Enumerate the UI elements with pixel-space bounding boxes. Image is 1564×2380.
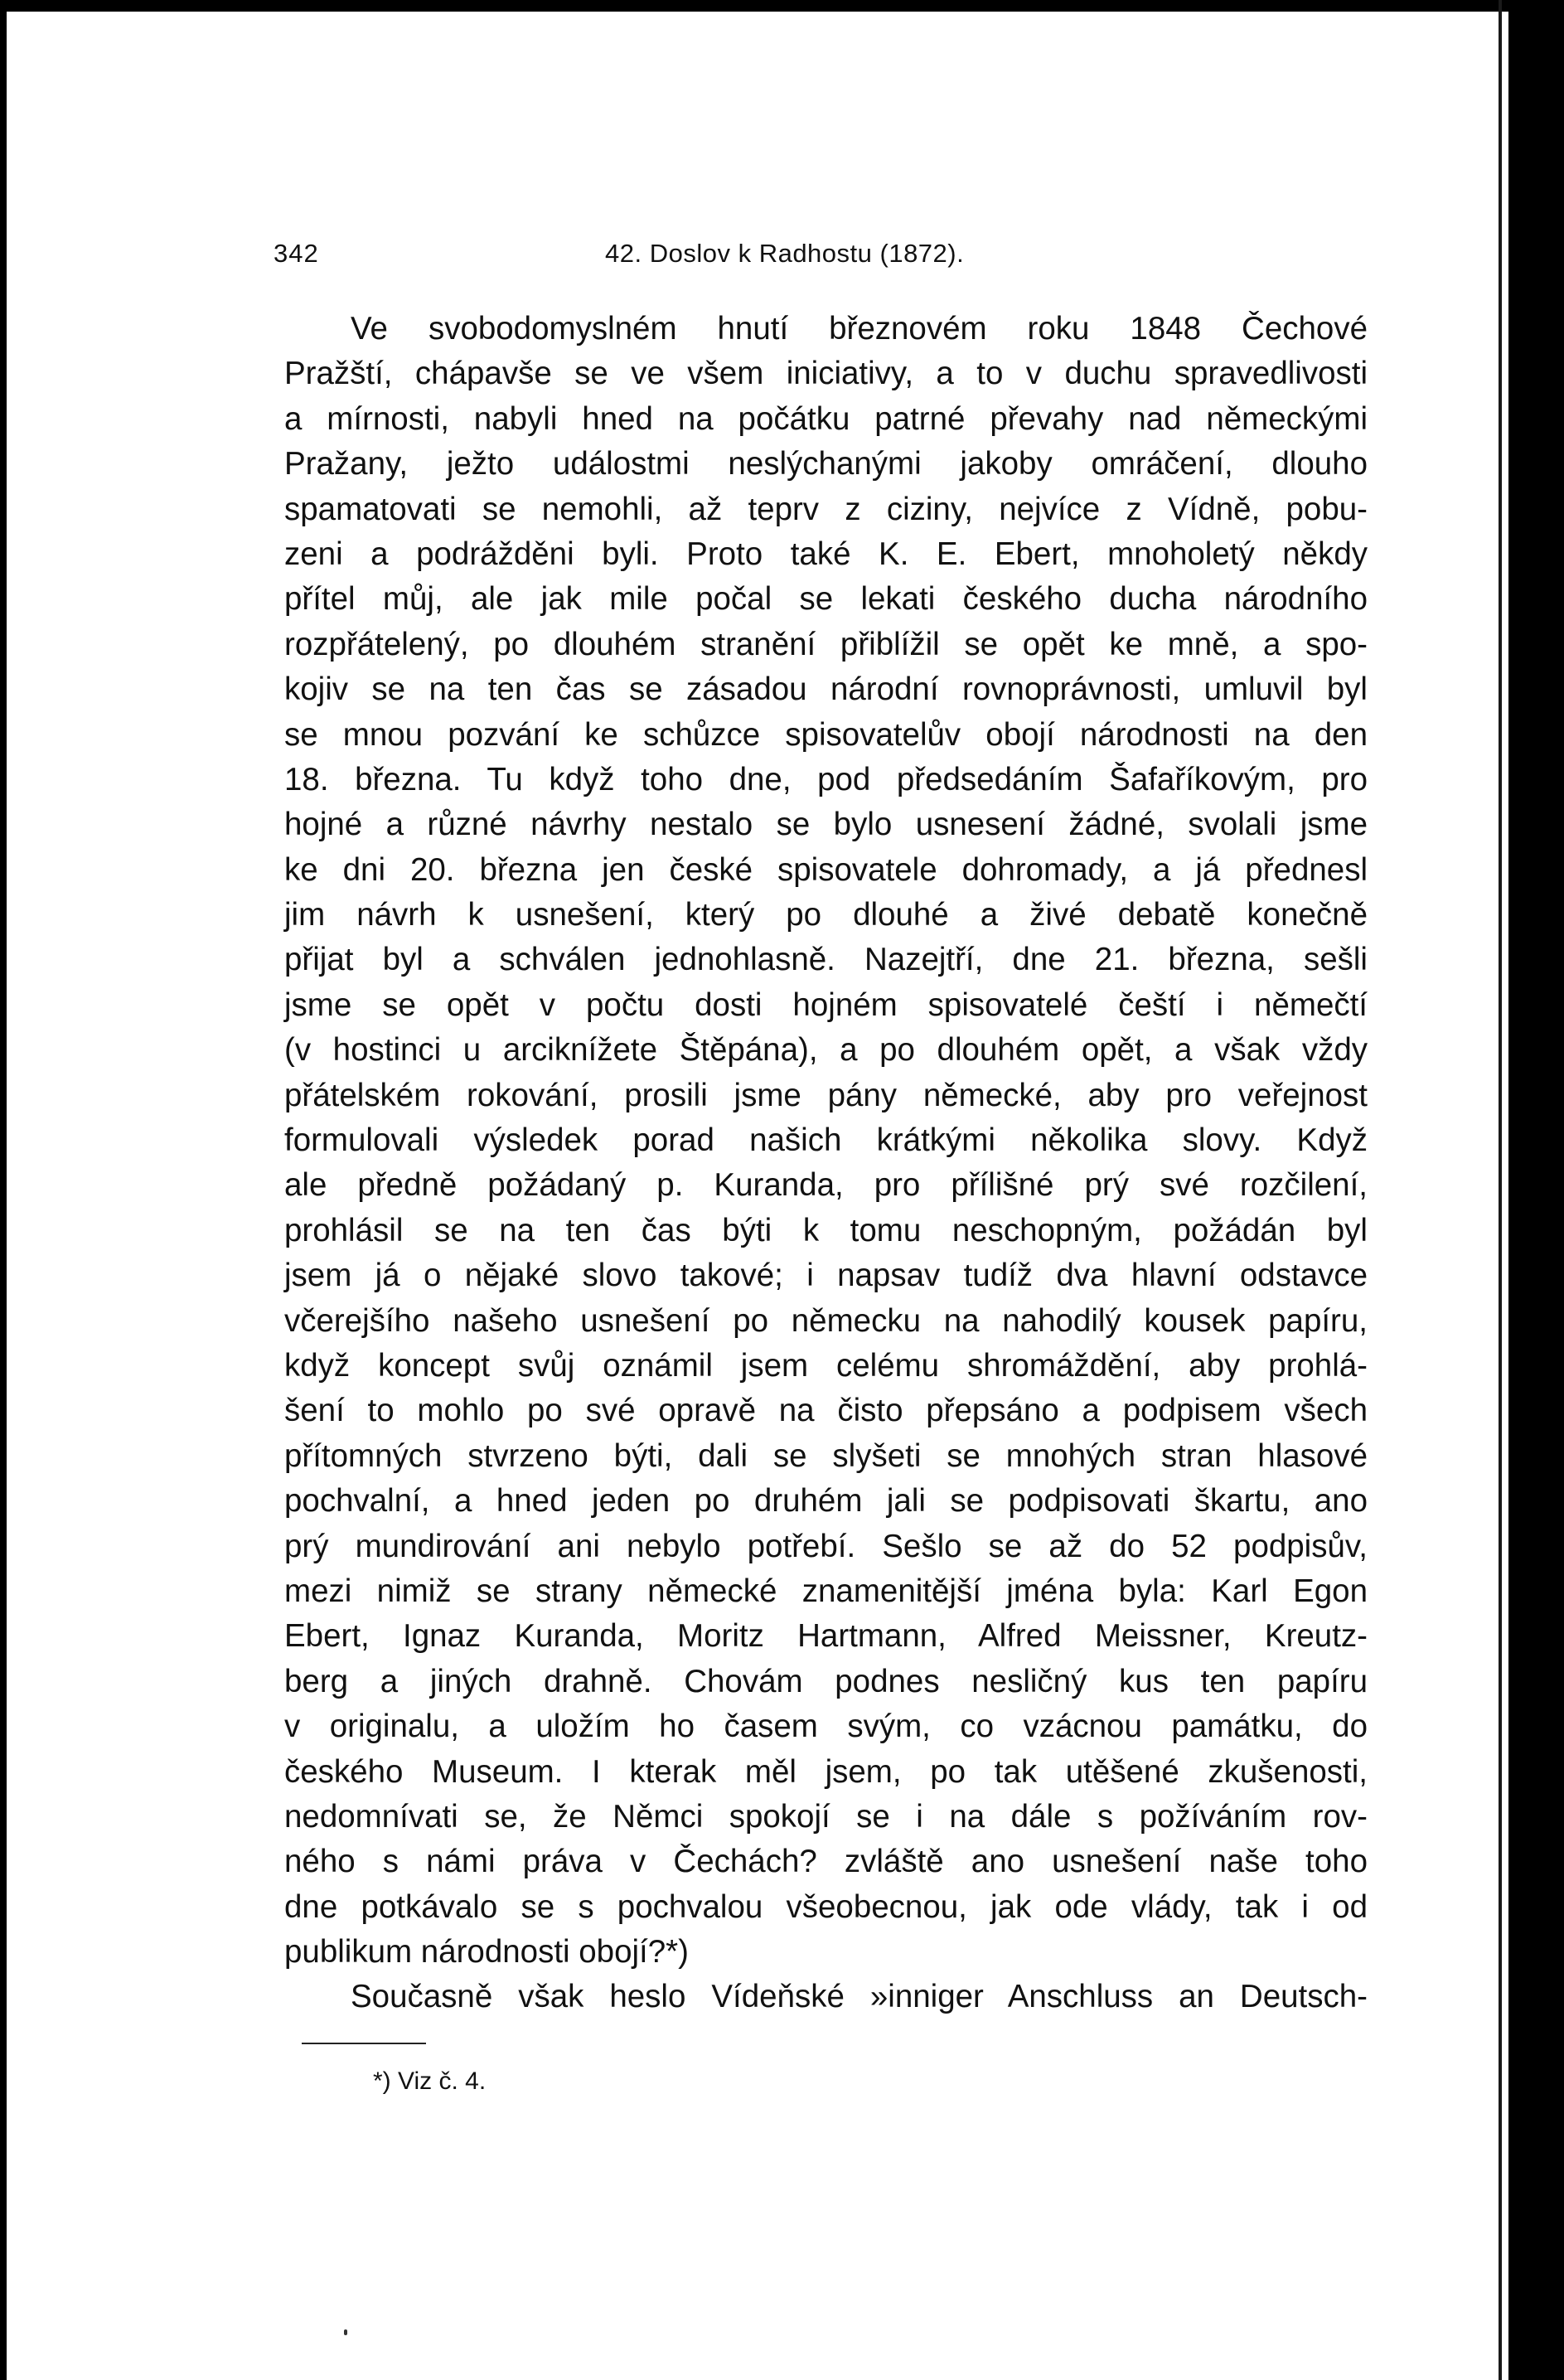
text-line: a mírnosti, nabyli hned na počátku patrné převahy nad německými (284, 400, 1368, 437)
scan-edge-mark (1557, 1759, 1563, 1766)
text-line: jsem já o nějaké slovo takové; i napsav tudíž dva hlavní odstavce (284, 1258, 1368, 1294)
scan-right-border (1508, 0, 1564, 2380)
text-line: přijat byl a schválen jednohlasně. Nazejtří, dne 21. března, sešli (284, 942, 1368, 978)
scan-speck (344, 2329, 347, 2335)
text-line: se mnou pozvání ke schůzce spisovatelův obojí národnosti na den (284, 716, 1368, 753)
text-line: šení to mohlo po své opravě na čisto přepsáno a podpisem všech (284, 1393, 1368, 1429)
text-line: Pražany, ježto událostmi neslýchanými jakoby omráčení, dlouho (284, 446, 1368, 482)
text-line: Ebert, Ignaz Kuranda, Moritz Hartmann, Alfred Meissner, Kreutz- (284, 1618, 1368, 1655)
text-line: prý mundirování ani nebylo potřebí. Sešlo se až do 52 podpisův, (284, 1528, 1368, 1564)
text-line: ného s námi práva v Čechách? zvláště ano usnešení naše toho (284, 1844, 1368, 1880)
text-line: přítomných stvrzeno býti, dali se slyšeti se mnohých stran hlasové (284, 1437, 1368, 1474)
text-line: jim návrh k usnešení, který po dlouhé a živé debatě konečně (284, 897, 1368, 933)
text-line: zeni a podrážděni byli. Proto také K. E. Ebert, mnoholetý někdy (284, 536, 1368, 572)
text-line: v originalu, a uložím ho časem svým, co vzácnou památku, do (284, 1709, 1368, 1745)
text-line: Ve svobodomyslném hnutí březnovém roku 1848 Čechové (351, 311, 1368, 347)
text-line: publikum národnosti obojí?*) (284, 1934, 689, 1970)
body-text (284, 307, 1368, 2020)
text-line: přátelském rokování, prosili jsme pány německé, aby pro veřejnost (284, 1077, 1368, 1113)
text-line: mezi nimiž se strany německé znamenitější jména byla: Karl Egon (284, 1573, 1368, 1609)
text-line: ale předně požádaný p. Kuranda, pro přílišné prý své rozčilení, (284, 1167, 1368, 1204)
text-line: Pražští, chápavše se ve všem iniciativy, a to v duchu spravedlivosti (284, 356, 1368, 392)
scan-edge-mark (1557, 2172, 1563, 2179)
footnote: *) Viz č. 4. (373, 2067, 487, 2095)
text-line: 18. března. Tu když toho dne, pod předsedáním Šafaříkovým, pro (284, 761, 1368, 797)
text-line: prohlásil se na ten čas býti k tomu neschopným, požádán byl (284, 1212, 1368, 1248)
text-line: dne potkávalo se s pochvalou všeobecnou, jak ode vlády, tak i od (284, 1888, 1368, 1925)
text-line: Současně však heslo Vídeňské »inniger Anschluss an Deutsch- (351, 1979, 1368, 2015)
text-line: (v hostinci u arciknížete Štěpána), a po dlouhém opět, a však vždy (284, 1032, 1368, 1069)
text-line: pochvalní, a hned jeden po druhém jali se podpisovati škartu, ano (284, 1483, 1368, 1520)
text-line: když koncept svůj oznámil jsem celému shromáždění, aby prohlá- (284, 1347, 1368, 1384)
page-header (274, 239, 1384, 275)
text-line: berg a jiných drahně. Chovám podnes nesličný kus ten papíru (284, 1663, 1368, 1699)
scan-right-edge-line (1499, 0, 1502, 2380)
text-line: ke dni 20. března jen české spisovatele dohromady, a já přednesl (284, 851, 1368, 888)
text-line: jsme se opět v počtu dosti hojném spisovatelé čeští i němečtí (284, 986, 1368, 1023)
text-line: rozpřátelený, po dlouhém stranění přiblížil se opět ke mně, a spo- (284, 626, 1368, 662)
text-line: kojiv se na ten čas se zásadou národní rovnoprávnosti, umluvil byl (284, 671, 1368, 708)
text-line: přítel můj, ale jak mile počal se lekati českého ducha národního (284, 581, 1368, 618)
running-head: 42. Doslov k Radhostu (1872). (605, 239, 965, 268)
text-line: hojné a různé návrhy nestalo se bylo usnesení žádné, svolali jsme (284, 807, 1368, 843)
text-line: českého Museum. I kterak měl jsem, po tak utěšené zkušenosti, (284, 1753, 1368, 1790)
page-number: 342 (274, 239, 319, 268)
footnote-rule (302, 2043, 426, 2044)
text-line: spamatovati se nemohli, až teprv z ciziny, nejvíce z Vídně, pobu- (284, 491, 1368, 527)
text-line: formulovali výsledek porad našich krátkými několika slovy. Když (284, 1122, 1368, 1159)
text-line: nedomnívati se, že Němci spokojí se i na dále s požíváním rov- (284, 1798, 1368, 1835)
text-line: včerejšího našeho usnešení po německu na nahodilý kousek papíru, (284, 1302, 1368, 1339)
